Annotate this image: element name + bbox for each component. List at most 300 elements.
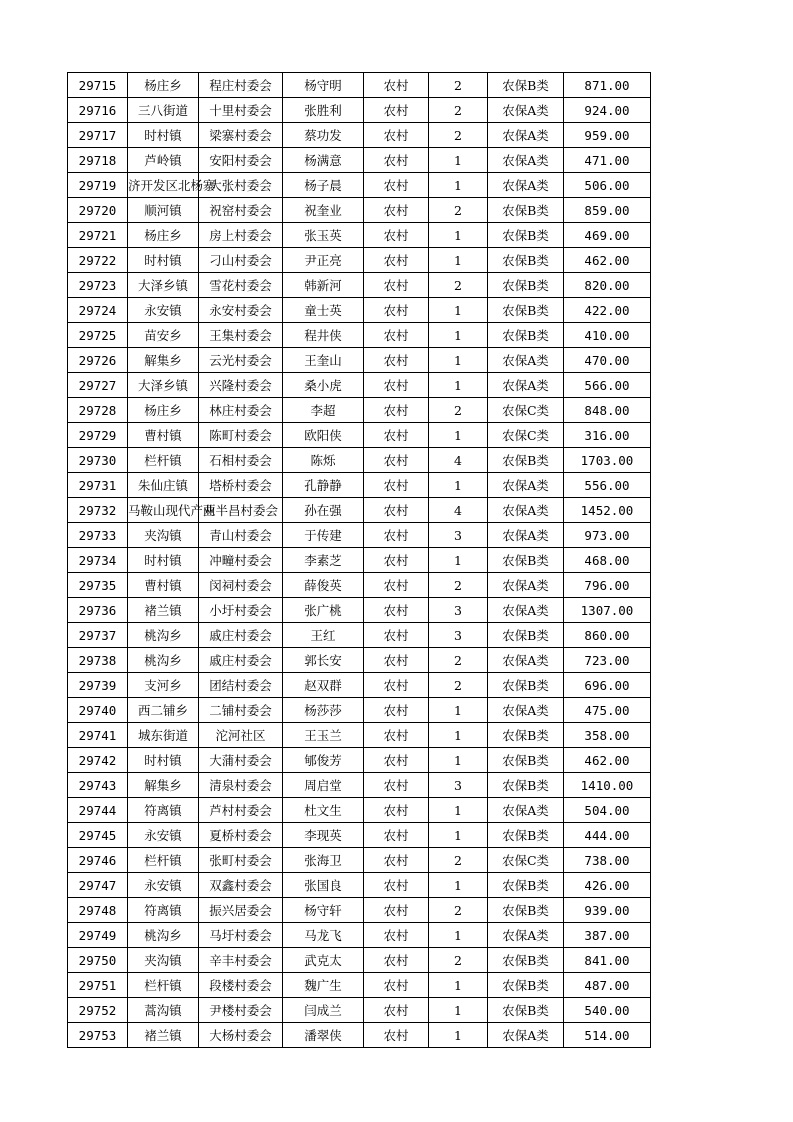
id-cell: 29722 <box>68 248 128 273</box>
id-cell: 29730 <box>68 448 128 473</box>
amount-cell: 859.00 <box>564 198 651 223</box>
village-cell: 尹楼村委会 <box>199 998 283 1023</box>
area-type-cell: 农村 <box>364 673 429 698</box>
township-cell: 济开发区北杨寨 <box>128 173 199 198</box>
name-cell: 闫成兰 <box>283 998 364 1023</box>
id-cell: 29752 <box>68 998 128 1023</box>
id-cell: 29748 <box>68 898 128 923</box>
area-type-cell: 农村 <box>364 1023 429 1048</box>
township-cell: 大泽乡镇 <box>128 373 199 398</box>
village-cell: 团结村委会 <box>199 673 283 698</box>
table-row <box>68 173 651 198</box>
id-cell: 29734 <box>68 548 128 573</box>
category-cell: 农保A类 <box>488 698 564 723</box>
id-cell: 29744 <box>68 798 128 823</box>
id-cell: 29718 <box>68 148 128 173</box>
category-cell: 农保B类 <box>488 248 564 273</box>
name-cell: 武克太 <box>283 948 364 973</box>
village-cell: 云光村委会 <box>199 348 283 373</box>
household-count-cell: 1 <box>429 298 488 323</box>
township-cell: 栏杆镇 <box>128 448 199 473</box>
village-cell: 戚庄村委会 <box>199 648 283 673</box>
household-count-cell: 1 <box>429 873 488 898</box>
amount-cell: 696.00 <box>564 673 651 698</box>
category-cell: 农保A类 <box>488 348 564 373</box>
category-cell: 农保B类 <box>488 198 564 223</box>
table-row <box>68 498 651 523</box>
amount-cell: 939.00 <box>564 898 651 923</box>
table-row <box>68 898 651 923</box>
id-cell: 29740 <box>68 698 128 723</box>
area-type-cell: 农村 <box>364 98 429 123</box>
township-cell: 桃沟乡 <box>128 623 199 648</box>
id-cell: 29747 <box>68 873 128 898</box>
category-cell: 农保B类 <box>488 748 564 773</box>
amount-cell: 959.00 <box>564 123 651 148</box>
township-cell: 时村镇 <box>128 248 199 273</box>
category-cell: 农保B类 <box>488 448 564 473</box>
household-count-cell: 2 <box>429 273 488 298</box>
id-cell: 29721 <box>68 223 128 248</box>
table-row <box>68 648 651 673</box>
id-cell: 29720 <box>68 198 128 223</box>
table-row <box>68 223 651 248</box>
name-cell: 李现英 <box>283 823 364 848</box>
village-cell: 双鑫村委会 <box>199 873 283 898</box>
household-count-cell: 2 <box>429 123 488 148</box>
township-cell: 朱仙庄镇 <box>128 473 199 498</box>
amount-cell: 860.00 <box>564 623 651 648</box>
id-cell: 29726 <box>68 348 128 373</box>
household-count-cell: 1 <box>429 348 488 373</box>
category-cell: 农保A类 <box>488 148 564 173</box>
household-count-cell: 2 <box>429 98 488 123</box>
table-row <box>68 848 651 873</box>
village-cell: 辛丰村委会 <box>199 948 283 973</box>
name-cell: 蔡功发 <box>283 123 364 148</box>
household-count-cell: 1 <box>429 223 488 248</box>
category-cell: 农保A类 <box>488 173 564 198</box>
name-cell: 赵双群 <box>283 673 364 698</box>
amount-cell: 410.00 <box>564 323 651 348</box>
category-cell: 农保B类 <box>488 298 564 323</box>
area-type-cell: 农村 <box>364 448 429 473</box>
name-cell: 李素芝 <box>283 548 364 573</box>
amount-cell: 540.00 <box>564 998 651 1023</box>
table-row <box>68 523 651 548</box>
household-count-cell: 3 <box>429 623 488 648</box>
township-cell: 解集乡 <box>128 773 199 798</box>
area-type-cell: 农村 <box>364 148 429 173</box>
table-row <box>68 298 651 323</box>
table-row <box>68 248 651 273</box>
category-cell: 农保A类 <box>488 98 564 123</box>
name-cell: 杜文生 <box>283 798 364 823</box>
id-cell: 29732 <box>68 498 128 523</box>
household-count-cell: 2 <box>429 398 488 423</box>
amount-cell: 723.00 <box>564 648 651 673</box>
name-cell: 程井侠 <box>283 323 364 348</box>
category-cell: 农保B类 <box>488 823 564 848</box>
category-cell: 农保B类 <box>488 673 564 698</box>
township-cell: 栏杆镇 <box>128 973 199 998</box>
name-cell: 王奎山 <box>283 348 364 373</box>
household-count-cell: 2 <box>429 898 488 923</box>
village-cell: 段楼村委会 <box>199 973 283 998</box>
table-row <box>68 998 651 1023</box>
amount-cell: 469.00 <box>564 223 651 248</box>
table-row <box>68 73 651 98</box>
amount-cell: 470.00 <box>564 348 651 373</box>
township-cell: 桃沟乡 <box>128 923 199 948</box>
category-cell: 农保B类 <box>488 623 564 648</box>
household-count-cell: 3 <box>429 773 488 798</box>
category-cell: 农保B类 <box>488 323 564 348</box>
name-cell: 孔静静 <box>283 473 364 498</box>
area-type-cell: 农村 <box>364 923 429 948</box>
amount-cell: 566.00 <box>564 373 651 398</box>
household-count-cell: 1 <box>429 248 488 273</box>
table-row <box>68 798 651 823</box>
id-cell: 29723 <box>68 273 128 298</box>
area-type-cell: 农村 <box>364 998 429 1023</box>
table-row <box>68 573 651 598</box>
category-cell: 农保A类 <box>488 573 564 598</box>
township-cell: 时村镇 <box>128 548 199 573</box>
area-type-cell: 农村 <box>364 323 429 348</box>
area-type-cell: 农村 <box>364 298 429 323</box>
amount-cell: 1307.00 <box>564 598 651 623</box>
village-cell: 程庄村委会 <box>199 73 283 98</box>
township-cell: 城东街道 <box>128 723 199 748</box>
category-cell: 农保B类 <box>488 548 564 573</box>
amount-cell: 973.00 <box>564 523 651 548</box>
household-count-cell: 1 <box>429 373 488 398</box>
id-cell: 29735 <box>68 573 128 598</box>
township-cell: 夹沟镇 <box>128 523 199 548</box>
category-cell: 农保A类 <box>488 498 564 523</box>
household-count-cell: 1 <box>429 323 488 348</box>
area-type-cell: 农村 <box>364 423 429 448</box>
table-row <box>68 873 651 898</box>
household-count-cell: 1 <box>429 698 488 723</box>
household-count-cell: 1 <box>429 998 488 1023</box>
household-count-cell: 4 <box>429 448 488 473</box>
township-cell: 桃沟乡 <box>128 648 199 673</box>
village-cell: 房上村委会 <box>199 223 283 248</box>
name-cell: 韩新河 <box>283 273 364 298</box>
village-cell: 安阳村委会 <box>199 148 283 173</box>
amount-cell: 426.00 <box>564 873 651 898</box>
name-cell: 张国良 <box>283 873 364 898</box>
area-type-cell: 农村 <box>364 698 429 723</box>
category-cell: 农保A类 <box>488 473 564 498</box>
amount-cell: 924.00 <box>564 98 651 123</box>
table-row <box>68 198 651 223</box>
amount-cell: 487.00 <box>564 973 651 998</box>
village-cell: 闵祠村委会 <box>199 573 283 598</box>
household-count-cell: 1 <box>429 923 488 948</box>
area-type-cell: 农村 <box>364 548 429 573</box>
township-cell: 时村镇 <box>128 748 199 773</box>
id-cell: 29729 <box>68 423 128 448</box>
id-cell: 29736 <box>68 598 128 623</box>
village-cell: 石相村委会 <box>199 448 283 473</box>
id-cell: 29733 <box>68 523 128 548</box>
name-cell: 薛俊英 <box>283 573 364 598</box>
village-cell: 塔桥村委会 <box>199 473 283 498</box>
area-type-cell: 农村 <box>364 648 429 673</box>
area-type-cell: 农村 <box>364 598 429 623</box>
category-cell: 农保A类 <box>488 923 564 948</box>
household-count-cell: 2 <box>429 648 488 673</box>
village-cell: 兴隆村委会 <box>199 373 283 398</box>
township-cell: 三八街道 <box>128 98 199 123</box>
amount-cell: 387.00 <box>564 923 651 948</box>
area-type-cell: 农村 <box>364 198 429 223</box>
amount-cell: 871.00 <box>564 73 651 98</box>
village-cell: 振兴居委会 <box>199 898 283 923</box>
amount-cell: 514.00 <box>564 1023 651 1048</box>
household-count-cell: 1 <box>429 798 488 823</box>
id-cell: 29742 <box>68 748 128 773</box>
area-type-cell: 农村 <box>364 248 429 273</box>
category-cell: 农保B类 <box>488 273 564 298</box>
name-cell: 张玉英 <box>283 223 364 248</box>
village-cell: 张町村委会 <box>199 848 283 873</box>
table-row <box>68 973 651 998</box>
id-cell: 29753 <box>68 1023 128 1048</box>
table-row <box>68 948 651 973</box>
area-type-cell: 农村 <box>364 73 429 98</box>
category-cell: 农保B类 <box>488 998 564 1023</box>
area-type-cell: 农村 <box>364 623 429 648</box>
village-cell: 大杨村委会 <box>199 1023 283 1048</box>
area-type-cell: 农村 <box>364 223 429 248</box>
amount-cell: 796.00 <box>564 573 651 598</box>
id-cell: 29727 <box>68 373 128 398</box>
household-count-cell: 1 <box>429 548 488 573</box>
id-cell: 29716 <box>68 98 128 123</box>
village-cell: 沱河社区 <box>199 723 283 748</box>
township-cell: 曹村镇 <box>128 573 199 598</box>
name-cell: 潘翠侠 <box>283 1023 364 1048</box>
village-cell: 林庄村委会 <box>199 398 283 423</box>
village-cell: 雪花村委会 <box>199 273 283 298</box>
category-cell: 农保B类 <box>488 873 564 898</box>
amount-cell: 841.00 <box>564 948 651 973</box>
table-row <box>68 448 651 473</box>
table-row <box>68 773 651 798</box>
name-cell: 杨守轩 <box>283 898 364 923</box>
area-type-cell: 农村 <box>364 573 429 598</box>
amount-cell: 848.00 <box>564 398 651 423</box>
township-cell: 夹沟镇 <box>128 948 199 973</box>
area-type-cell: 农村 <box>364 123 429 148</box>
area-type-cell: 农村 <box>364 973 429 998</box>
category-cell: 农保A类 <box>488 1023 564 1048</box>
table-row <box>68 373 651 398</box>
area-type-cell: 农村 <box>364 398 429 423</box>
village-cell: 冲疃村委会 <box>199 548 283 573</box>
category-cell: 农保B类 <box>488 948 564 973</box>
township-cell: 符离镇 <box>128 898 199 923</box>
table-row <box>68 148 651 173</box>
amount-cell: 556.00 <box>564 473 651 498</box>
area-type-cell: 农村 <box>364 898 429 923</box>
village-cell: 马圩村委会 <box>199 923 283 948</box>
township-cell: 永安镇 <box>128 298 199 323</box>
household-count-cell: 1 <box>429 173 488 198</box>
household-count-cell: 2 <box>429 573 488 598</box>
amount-cell: 738.00 <box>564 848 651 873</box>
household-count-cell: 3 <box>429 598 488 623</box>
township-cell: 杨庄乡 <box>128 223 199 248</box>
amount-cell: 462.00 <box>564 248 651 273</box>
id-cell: 29746 <box>68 848 128 873</box>
amount-cell: 462.00 <box>564 748 651 773</box>
village-cell: 二铺村委会 <box>199 698 283 723</box>
name-cell: 杨满意 <box>283 148 364 173</box>
amount-cell: 504.00 <box>564 798 651 823</box>
category-cell: 农保A类 <box>488 798 564 823</box>
table-row <box>68 723 651 748</box>
name-cell: 杨子晨 <box>283 173 364 198</box>
category-cell: 农保B类 <box>488 73 564 98</box>
name-cell: 童士英 <box>283 298 364 323</box>
amount-cell: 471.00 <box>564 148 651 173</box>
category-cell: 农保A类 <box>488 123 564 148</box>
household-count-cell: 2 <box>429 673 488 698</box>
amount-cell: 475.00 <box>564 698 651 723</box>
area-type-cell: 农村 <box>364 798 429 823</box>
village-cell: 青山村委会 <box>199 523 283 548</box>
amount-cell: 358.00 <box>564 723 651 748</box>
area-type-cell: 农村 <box>364 273 429 298</box>
area-type-cell: 农村 <box>364 873 429 898</box>
name-cell: 王玉兰 <box>283 723 364 748</box>
area-type-cell: 农村 <box>364 723 429 748</box>
household-count-cell: 1 <box>429 1023 488 1048</box>
amount-cell: 444.00 <box>564 823 651 848</box>
name-cell: 欧阳侠 <box>283 423 364 448</box>
name-cell: 魏广生 <box>283 973 364 998</box>
amount-cell: 820.00 <box>564 273 651 298</box>
name-cell: 王红 <box>283 623 364 648</box>
area-type-cell: 农村 <box>364 773 429 798</box>
household-count-cell: 2 <box>429 948 488 973</box>
table-row <box>68 123 651 148</box>
household-count-cell: 2 <box>429 848 488 873</box>
amount-cell: 1452.00 <box>564 498 651 523</box>
area-type-cell: 农村 <box>364 523 429 548</box>
amount-cell: 1703.00 <box>564 448 651 473</box>
household-count-cell: 2 <box>429 198 488 223</box>
id-cell: 29725 <box>68 323 128 348</box>
village-cell: 大蒲村委会 <box>199 748 283 773</box>
township-cell: 杨庄乡 <box>128 73 199 98</box>
household-count-cell: 1 <box>429 973 488 998</box>
category-cell: 农保B类 <box>488 223 564 248</box>
village-cell: 戚庄村委会 <box>199 623 283 648</box>
name-cell: 于传建 <box>283 523 364 548</box>
name-cell: 桑小虎 <box>283 373 364 398</box>
name-cell: 陈烁 <box>283 448 364 473</box>
amount-cell: 1410.00 <box>564 773 651 798</box>
category-cell: 农保C类 <box>488 398 564 423</box>
household-count-cell: 1 <box>429 723 488 748</box>
table-row <box>68 98 651 123</box>
township-cell: 褚兰镇 <box>128 1023 199 1048</box>
township-cell: 符离镇 <box>128 798 199 823</box>
category-cell: 农保A类 <box>488 523 564 548</box>
area-type-cell: 农村 <box>364 948 429 973</box>
id-cell: 29719 <box>68 173 128 198</box>
table-row <box>68 748 651 773</box>
village-cell: 十里村委会 <box>199 98 283 123</box>
name-cell: 郭长安 <box>283 648 364 673</box>
area-type-cell: 农村 <box>364 848 429 873</box>
category-cell: 农保B类 <box>488 723 564 748</box>
id-cell: 29737 <box>68 623 128 648</box>
township-cell: 曹村镇 <box>128 423 199 448</box>
village-cell: 永安村委会 <box>199 298 283 323</box>
amount-cell: 316.00 <box>564 423 651 448</box>
table-row <box>68 1023 651 1048</box>
village-cell: 清泉村委会 <box>199 773 283 798</box>
township-cell: 西二铺乡 <box>128 698 199 723</box>
category-cell: 农保B类 <box>488 773 564 798</box>
name-cell: 尹正亮 <box>283 248 364 273</box>
area-type-cell: 农村 <box>364 473 429 498</box>
township-cell: 永安镇 <box>128 823 199 848</box>
id-cell: 29743 <box>68 773 128 798</box>
table-row <box>68 473 651 498</box>
table-row <box>68 923 651 948</box>
area-type-cell: 农村 <box>364 373 429 398</box>
township-cell: 芦岭镇 <box>128 148 199 173</box>
household-count-cell: 1 <box>429 423 488 448</box>
village-cell: 陈町村委会 <box>199 423 283 448</box>
table-row <box>68 823 651 848</box>
table-row <box>68 698 651 723</box>
table-row <box>68 623 651 648</box>
id-cell: 29749 <box>68 923 128 948</box>
amount-cell: 422.00 <box>564 298 651 323</box>
household-count-cell: 2 <box>429 73 488 98</box>
category-cell: 农保C类 <box>488 423 564 448</box>
township-cell: 解集乡 <box>128 348 199 373</box>
name-cell: 孙在强 <box>283 498 364 523</box>
id-cell: 29750 <box>68 948 128 973</box>
township-cell: 时村镇 <box>128 123 199 148</box>
name-cell: 张广桃 <box>283 598 364 623</box>
id-cell: 29751 <box>68 973 128 998</box>
category-cell: 农保A类 <box>488 598 564 623</box>
village-cell: 小圩村委会 <box>199 598 283 623</box>
category-cell: 农保B类 <box>488 973 564 998</box>
category-cell: 农保A类 <box>488 373 564 398</box>
township-cell: 大泽乡镇 <box>128 273 199 298</box>
area-type-cell: 农村 <box>364 823 429 848</box>
table-body <box>68 73 651 1048</box>
name-cell: 杨守明 <box>283 73 364 98</box>
table-row <box>68 398 651 423</box>
township-cell: 栏杆镇 <box>128 848 199 873</box>
name-cell: 郇俊芳 <box>283 748 364 773</box>
table-row <box>68 598 651 623</box>
amount-cell: 506.00 <box>564 173 651 198</box>
